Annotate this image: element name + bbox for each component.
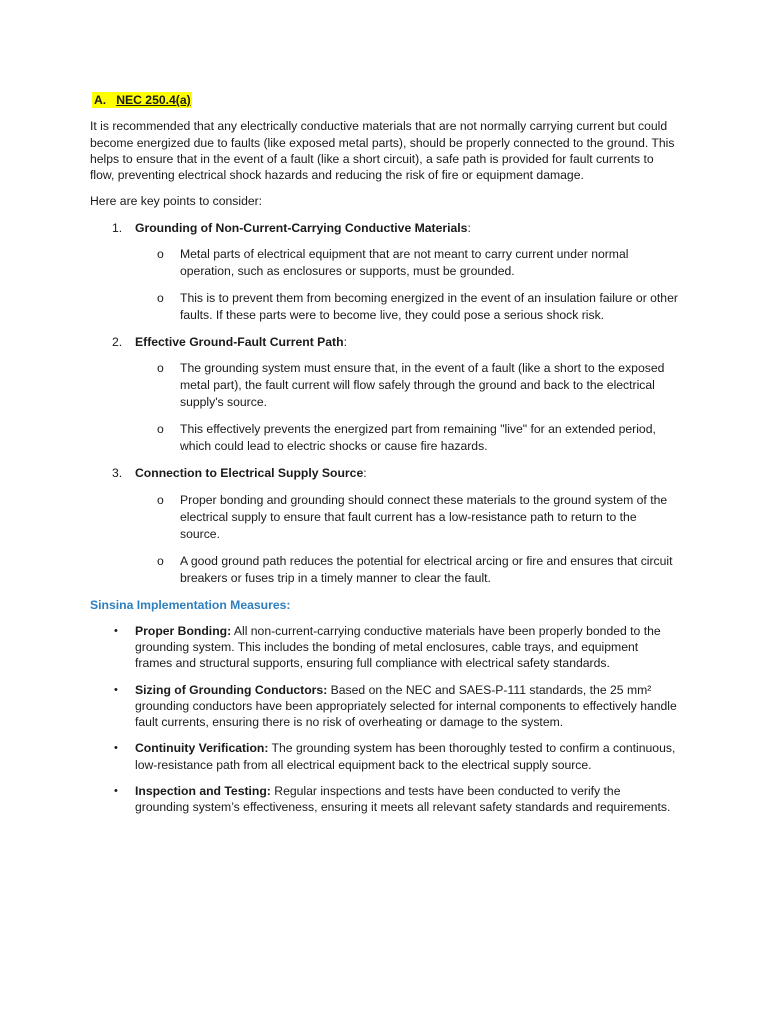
- section-heading: [90, 92, 678, 108]
- intro-paragraph: It is recommended that any electrically conductive materials that are not normally carrying current but could become energized due to faults (like exposed metal parts), should be properly connected to the ground. This helps to ensure that in the event of a fault (like a short circuit), a safe path is provided for fault currents to flow, preventing electrical shock hazards and reducing the risk of fire or equipment damage.: [90, 119, 675, 183]
- key-point-number: 3.: [112, 466, 123, 481]
- measure-item: [90, 682, 678, 731]
- sub-point-item: [90, 290, 678, 324]
- sub-point-item: [90, 492, 678, 543]
- key-point-title: Effective Ground-Fault Current Path: [135, 335, 344, 350]
- sub-point-text: The grounding system must ensure that, in the event of a fault (like a short to the exposed metal part), the fault current will flow safely through the ground and back to the electrical supply's source.: [180, 361, 665, 410]
- key-point-colon: :: [467, 220, 471, 235]
- sub-point-text: Proper bonding and grounding should connect these materials to the ground system of the electrical supply to ensure that fault current has a low-resistance path to return to the source.: [180, 492, 668, 541]
- sub-point-marker: o: [157, 361, 164, 376]
- key-point-number: 2.: [112, 335, 123, 350]
- measure-title: Sizing of Grounding Conductors:: [135, 682, 328, 697]
- key-point-header: [90, 220, 678, 236]
- sub-point-item: [90, 360, 678, 411]
- key-point-colon: :: [363, 466, 367, 481]
- sub-point-text: Metal parts of electrical equipment that are not meant to carry current under normal operation, such as enclosures or supports, must be grounded.: [180, 247, 629, 279]
- bullet-marker: •: [114, 742, 118, 755]
- sub-point-marker: o: [157, 247, 164, 262]
- measure-text: Based on the NEC and SAES-P-111 standards, the 25 mm² grounding conductors have been appropriately selected for internal components to effectively handle fault currents, ensuring there is no risk of overheating or damage to the system.: [135, 682, 677, 730]
- sub-point-marker: o: [157, 492, 164, 507]
- implementation-section-title: Sinsina Implementation Measures:: [90, 597, 291, 612]
- sub-point-text: This effectively prevents the energized part from remaining "live" for an extended period, which could lead to electric shocks or cause fire hazards.: [180, 422, 656, 454]
- heading-letter: A.: [94, 93, 107, 107]
- key-point-title: Connection to Electrical Supply Source: [135, 466, 364, 481]
- sub-point-item: [90, 246, 678, 280]
- measure-item: [90, 740, 678, 773]
- sub-point-list: [90, 492, 678, 587]
- measure-item: [90, 783, 678, 816]
- key-points-list: [90, 220, 678, 587]
- measure-text: The grounding system has been thoroughly tested to confirm a continuous, low-resistance path from all electrical equipment back to the electrical supply source.: [135, 741, 676, 772]
- sub-point-list: [90, 246, 678, 324]
- key-point-item: [90, 334, 678, 455]
- sub-point-text: This is to prevent them from becoming energized in the event of an insulation failure or other faults. If these parts were to become live, they could pose a serious shock risk.: [180, 291, 678, 323]
- key-point-colon: :: [343, 335, 347, 350]
- measure-item: [90, 623, 678, 672]
- key-point-header: [90, 465, 678, 481]
- key-point-item: [90, 465, 678, 586]
- sub-point-item: [90, 421, 678, 455]
- bullet-marker: •: [114, 683, 118, 696]
- bullet-marker: •: [114, 624, 118, 637]
- bullet-marker: •: [114, 785, 118, 798]
- key-point-item: [90, 220, 678, 324]
- sub-point-item: [90, 553, 678, 587]
- measure-title: Continuity Verification:: [135, 741, 269, 756]
- sub-point-list: [90, 360, 678, 455]
- key-point-title: Grounding of Non-Current-Carrying Conductive Materials: [135, 220, 468, 235]
- measure-text: Regular inspections and tests have been conducted to verify the grounding system’s effectiveness, ensuring it meets all relevant safety standards and requirements.: [135, 784, 671, 815]
- key-points-intro: Here are key points to consider:: [90, 194, 263, 209]
- key-point-number: 1.: [112, 220, 123, 235]
- sub-point-marker: o: [157, 553, 164, 568]
- heading-title: NEC 250.4(a): [116, 93, 191, 107]
- measure-text: All non-current-carrying conductive materials have been properly bonded to the grounding system. This includes the bonding of metal enclosures, cable trays, and equipment frames and structural supports, ensuring full compliance with electrical safety standards.: [135, 623, 661, 671]
- sub-point-marker: o: [157, 291, 164, 306]
- measure-title: Inspection and Testing:: [135, 784, 271, 799]
- heading-highlight: [92, 92, 192, 108]
- measure-title: Proper Bonding:: [135, 623, 232, 638]
- sub-point-marker: o: [157, 422, 164, 437]
- measures-list: [90, 623, 678, 816]
- key-point-header: [90, 334, 678, 350]
- sub-point-text: A good ground path reduces the potential for electrical arcing or fire and ensures that circuit breakers or fuses trip in a timely manner to clear the fault.: [180, 553, 673, 585]
